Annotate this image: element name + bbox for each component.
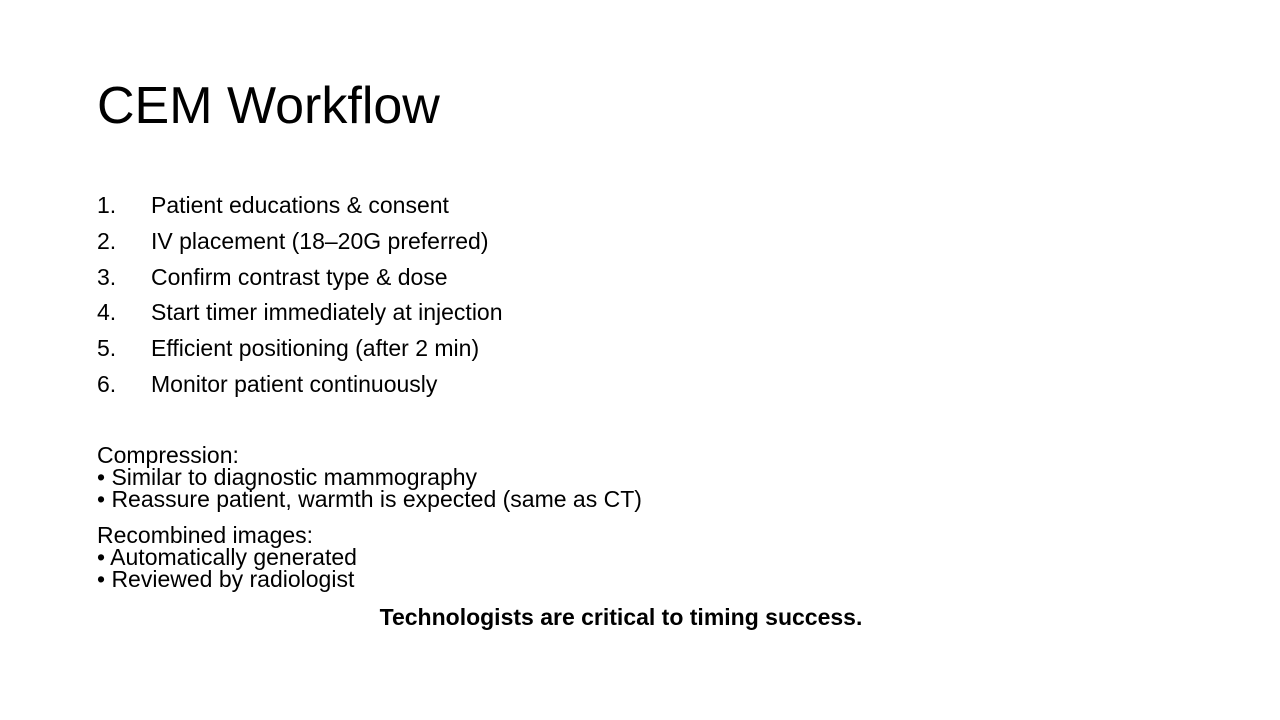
recombined-heading: Recombined images: xyxy=(97,522,314,548)
workflow-step xyxy=(97,332,503,368)
step-number: 4. xyxy=(97,299,117,326)
slide-title: CEM Workflow xyxy=(97,77,440,135)
step-text: IV placement (18–20G preferred) xyxy=(151,227,489,254)
workflow-step xyxy=(97,261,503,297)
compression-bullet: • Similar to diagnostic mammography xyxy=(97,464,478,490)
step-number: 1. xyxy=(97,192,117,218)
workflow-step xyxy=(97,368,503,404)
key-takeaway: Technologists are critical to timing success. xyxy=(379,604,863,630)
step-text: Patient educations & consent xyxy=(151,192,449,218)
step-text: Monitor patient continuously xyxy=(151,370,438,397)
compression-heading: Compression: xyxy=(97,442,239,468)
compression-bullet: • Reassure patient, warmth is expected (same as CT) xyxy=(97,486,642,512)
workflow-steps-list xyxy=(97,189,503,404)
recombined-bullet: • Reviewed by radiologist xyxy=(97,566,355,592)
workflow-step xyxy=(97,296,503,332)
step-text: Start timer immediately at injection xyxy=(151,299,503,326)
compression-section xyxy=(97,444,642,510)
workflow-step xyxy=(97,225,503,261)
step-number: 6. xyxy=(97,370,117,397)
workflow-step xyxy=(97,189,503,225)
recombined-bullet: • Automatically generated xyxy=(97,544,357,570)
step-text: Efficient positioning (after 2 min) xyxy=(151,335,480,362)
recombined-images-section xyxy=(97,524,357,590)
step-text: Confirm contrast type & dose xyxy=(151,263,448,290)
step-number: 2. xyxy=(97,227,117,254)
step-number: 3. xyxy=(97,263,117,290)
step-number: 5. xyxy=(97,335,117,362)
